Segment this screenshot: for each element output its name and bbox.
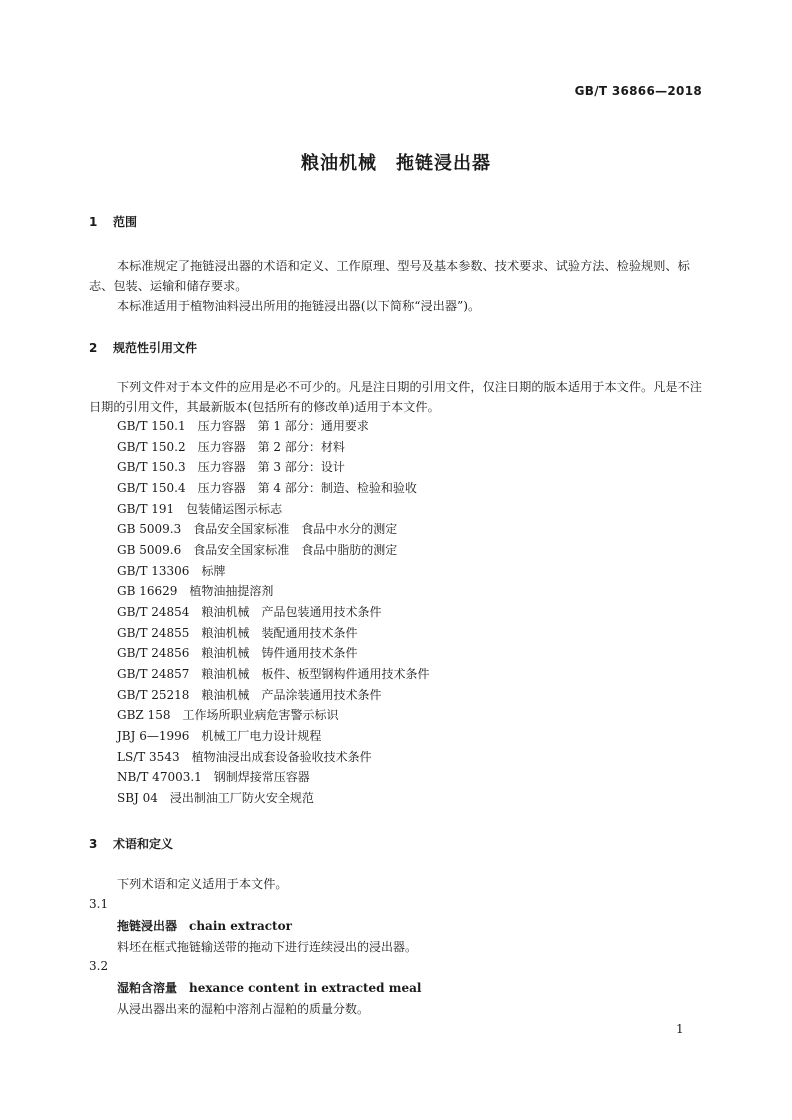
terms-intro: 下列术语和定义适用于本文件。 <box>117 877 288 891</box>
term-name <box>117 917 292 934</box>
reference-item: GB 5009.3 食品安全国家标准 食品中水分的测定 <box>117 522 398 537</box>
reference-item: GB/T 150.2 压力容器 第 2 部分：材料 <box>117 439 345 454</box>
reference-item: GB/T 24856 粮油机械 铸件通用技术条件 <box>117 646 358 661</box>
section-number: 2 <box>89 341 98 355</box>
normative-intro: 下列文件对于本文件的应用是必不可少的。凡是注日期的引用文件，仅注日期的版本适用于本文件。凡是不注日期的引用文件，其最新版本(包括所有的修改单)适用于本文件。 <box>89 380 702 414</box>
section-number: 1 <box>89 215 98 229</box>
reference-item: LS/T 3543 植物油浸出成套设备验收技术条件 <box>117 749 372 764</box>
section-1-heading <box>89 213 137 230</box>
term-name <box>117 979 421 996</box>
reference-item: GB 16629 植物油抽提溶剂 <box>117 584 274 599</box>
reference-item: GB/T 191 包装储运图示标志 <box>117 501 283 516</box>
reference-item: SBJ 04 浸出制油工厂防火安全规范 <box>117 790 314 805</box>
term-definition: 从浸出器出来的湿粕中溶剂占湿粕的质量分数。 <box>117 1002 370 1016</box>
reference-item: GB/T 24855 粮油机械 装配通用技术条件 <box>117 625 358 640</box>
term-number: 3.2 <box>89 959 109 973</box>
term-en: hexance content in extracted meal <box>189 981 422 995</box>
document-title: 粮油机械 拖链浸出器 <box>301 153 491 174</box>
section-title: 规范性引用文件 <box>113 341 198 355</box>
standard-code: GB/T 36866—2018 <box>574 84 702 98</box>
term-number: 3.1 <box>89 897 109 911</box>
reference-list <box>117 416 429 808</box>
reference-item: GB/T 25218 粮油机械 产品涂装通用技术条件 <box>117 687 382 702</box>
term-zh: 拖链浸出器 <box>117 919 178 933</box>
scope-paragraph-1: 本标准规定了拖链浸出器的术语和定义、工作原理、型号及基本参数、技术要求、试验方法、检验规则、标志、包装、运输和储存要求。 <box>89 259 690 293</box>
section-title: 术语和定义 <box>113 837 174 851</box>
reference-item: GB/T 13306 标牌 <box>117 563 226 578</box>
reference-item: GB/T 24854 粮油机械 产品包装通用技术条件 <box>117 604 382 619</box>
term-en: chain extractor <box>189 919 292 933</box>
reference-item: GB/T 150.3 压力容器 第 3 部分：设计 <box>117 460 345 475</box>
scope-paragraph-2: 本标准适用于植物油料浸出所用的拖链浸出器(以下简称“浸出器”)。 <box>117 299 481 313</box>
reference-item: GB/T 24857 粮油机械 板件、板型钢构件通用技术条件 <box>117 666 430 681</box>
reference-item: JBJ 6—1996 机械工厂电力设计规程 <box>117 728 322 743</box>
term-definition: 料坯在框式拖链输送带的拖动下进行连续浸出的浸出器。 <box>117 940 418 954</box>
page-number: 1 <box>676 1022 684 1036</box>
section-3-heading <box>89 835 173 852</box>
section-title: 范围 <box>113 215 138 229</box>
reference-item: GB/T 150.1 压力容器 第 1 部分：通用要求 <box>117 419 369 433</box>
term-zh: 湿粕含溶量 <box>117 981 178 995</box>
reference-item: GB 5009.6 食品安全国家标准 食品中脂肪的测定 <box>117 542 398 557</box>
section-2-heading <box>89 339 197 356</box>
reference-item: NB/T 47003.1 钢制焊接常压容器 <box>117 770 310 785</box>
reference-item: GB/T 150.4 压力容器 第 4 部分：制造、检验和验收 <box>117 480 417 495</box>
reference-item: GBZ 158 工作场所职业病危害警示标识 <box>117 708 339 723</box>
section-number: 3 <box>89 837 98 851</box>
